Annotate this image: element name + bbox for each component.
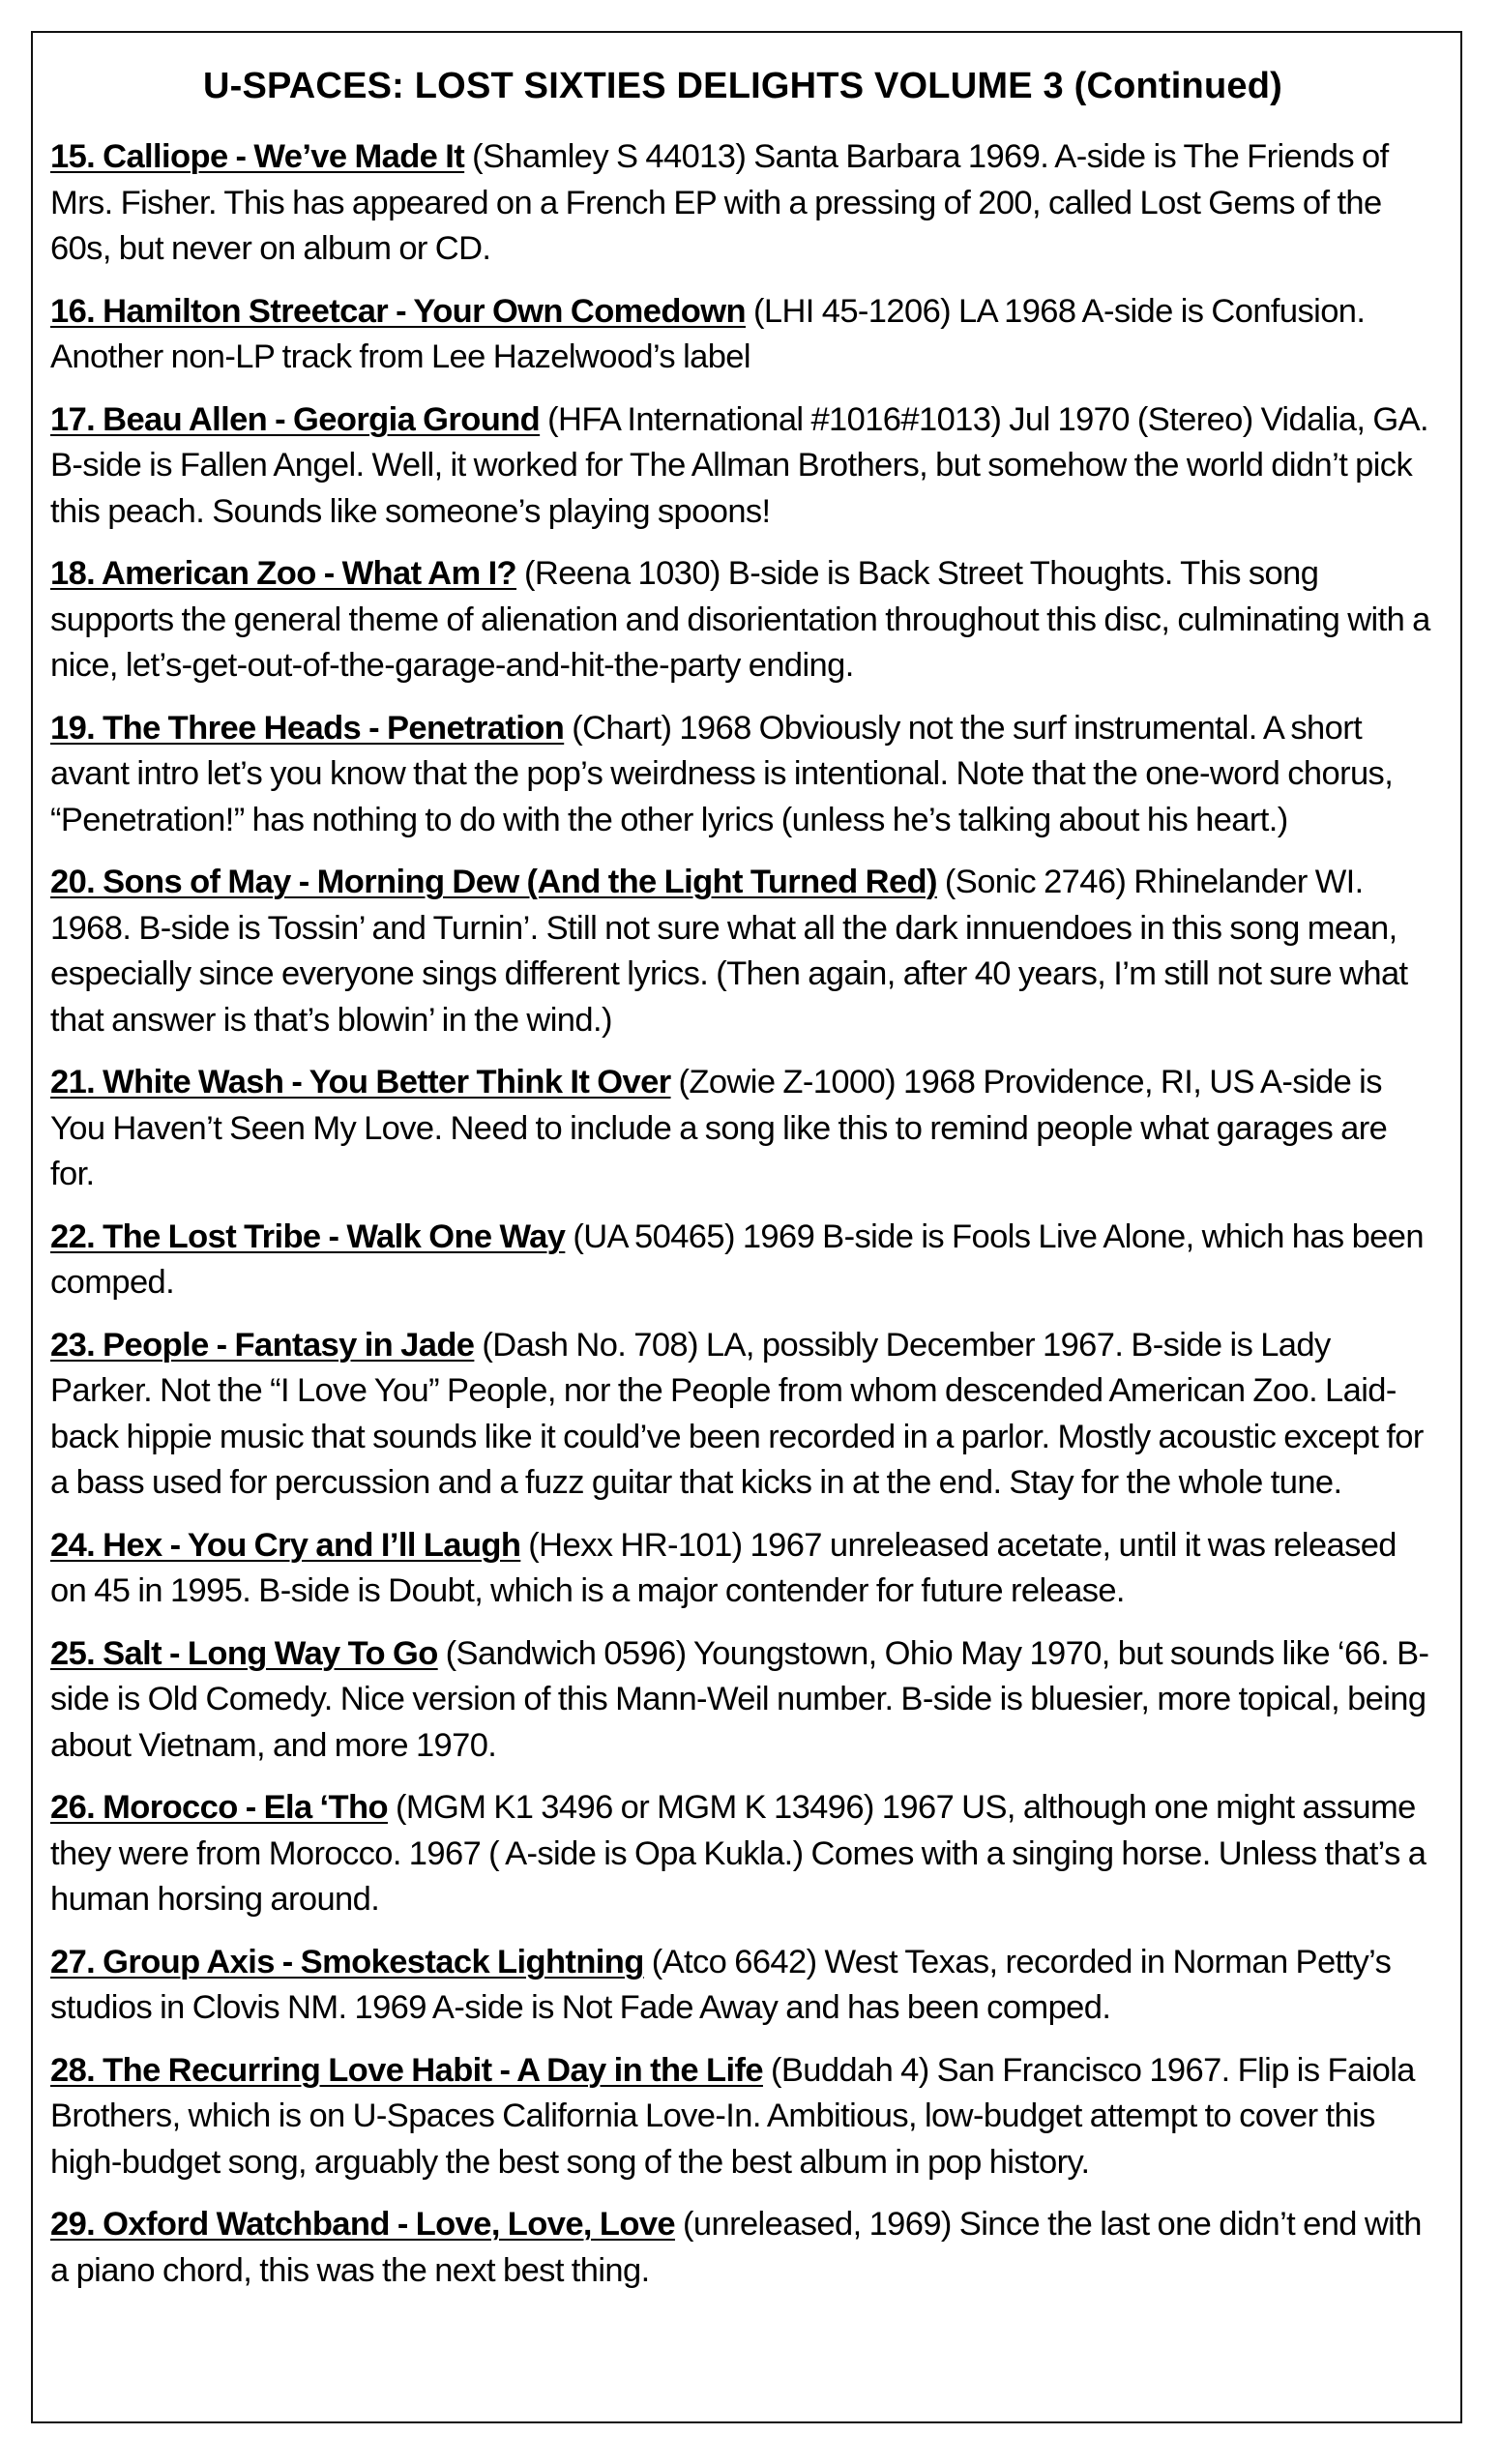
track-heading: 29. Oxford Watchband - Love, Love, Love	[50, 2206, 676, 2243]
track-heading: 16. Hamilton Streetcar - Your Own Comedown	[50, 292, 746, 330]
track-notes: (Hexx HR-101) 1967 unreleased acetate, until it was released on 45 in 1995. B-side is Doubt, which is a major contender for future release.	[50, 1526, 1397, 1609]
track-heading: 22. The Lost Tribe - Walk One Way	[50, 1217, 566, 1255]
page-title: U-SPACES: LOST SIXTIES DELIGHTS VOLUME 3 (Continued)	[203, 66, 1282, 106]
track-entry-17	[50, 397, 1435, 536]
track-entry-27	[50, 1940, 1435, 2032]
track-heading: 23. People - Fantasy in Jade	[50, 1326, 475, 1364]
track-notes: (Buddah 4) San Francisco 1967. Flip is Faiola Brothers, which is on U-Spaces California Love-In. Ambitious, low-budget attempt to cover this high-budget song, arguably the best song of the best album in pop history.	[50, 2051, 1415, 2181]
track-heading: 18. American Zoo - What Am I?	[50, 555, 517, 592]
track-notes: (Shamley S 44013) Santa Barbara 1969. A-side is The Friends of Mrs. Fisher. This has appeared on a French EP with a pressing of 200, called Lost Gems of the 60s, but never on album or CD.	[50, 138, 1389, 267]
track-notes: (Zowie Z-1000) 1968 Providence, RI, US A-side is You Haven’t Seen My Love. Need to include a song like this to remind people what garages are for.	[50, 1064, 1388, 1192]
track-notes: (Sandwich 0596) Youngstown, Ohio May 1970, but sounds like ‘66. B-side is Old Comedy. Nice version of this Mann-Weil number. B-side is bluesier, more topical, being about Vietnam, and more 1970.	[50, 1634, 1429, 1764]
track-entry-25	[50, 1631, 1435, 1770]
track-notes: (LHI 45-1206) LA 1968 A-side is Confusion. Another non-LP track from Lee Hazelwood’s label	[50, 292, 1366, 375]
track-heading: 17. Beau Allen - Georgia Ground	[50, 400, 541, 438]
track-heading: 25. Salt - Long Way To Go	[50, 1634, 438, 1672]
track-notes: (Dash No. 708) LA, possibly December 1967. B-side is Lady Parker. Not the “I Love You” People, nor the People from whom descended American Zoo. Laid-back hippie music that sounds like it could’ve been recorded in a parlor. Mostly acoustic except for a bass used for percussion and a fuzz guitar that kicks in at the end. Stay for the whole tune.	[50, 1326, 1424, 1501]
track-notes: (UA 50465) 1969 B-side is Fools Live Alone, which has been comped.	[50, 1217, 1424, 1301]
track-entry-19	[50, 706, 1435, 844]
track-notes: (HFA International #1016#1013) Jul 1970 (Stereo) Vidalia, GA. B-side is Fallen Angel. Well, it worked for The Allman Brothers, but somehow the world didn’t pick this peach. Sounds like someone’s playing spoons!	[50, 400, 1428, 530]
track-entry-28	[50, 2048, 1435, 2186]
track-notes: (Reena 1030) B-side is Back Street Thoughts. This song supports the general theme of alienation and disorientation throughout this disc, culminating with a nice, let’s-get-out-of-the-garage-and-hit-the-party ending.	[50, 555, 1430, 684]
track-entry-23	[50, 1323, 1435, 1507]
track-notes: (Chart) 1968 Obviously not the surf instrumental. A short avant intro let’s you know that the pop’s weirdness is intentional. Note that the one-word chorus, “Penetration!” has nothing to do with the other lyrics (unless he’s talking about his heart.)	[50, 709, 1394, 838]
track-heading: 20. Sons of May - Morning Dew (And the Light Turned Red)	[50, 864, 937, 900]
document-frame	[31, 31, 1462, 2423]
track-heading: 21. White Wash - You Better Think It Over	[50, 1064, 671, 1100]
track-entry-15	[50, 134, 1435, 273]
track-entry-18	[50, 551, 1435, 689]
track-heading: 26. Morocco - Ela ‘Tho	[50, 1789, 388, 1826]
track-entry-16	[50, 289, 1435, 381]
track-entry-26	[50, 1785, 1435, 1923]
track-heading: 19. The Three Heads - Penetration	[50, 709, 565, 747]
track-heading: 15. Calliope - We’ve Made It	[50, 138, 465, 175]
track-entry-20	[50, 860, 1435, 1043]
track-notes: (Atco 6642) West Texas, recorded in Norman Petty’s studios in Clovis NM. 1969 A-side is Not Fade Away and has been comped.	[50, 1943, 1392, 2026]
track-notes: (MGM K1 3496 or MGM K 13496) 1967 US, although one might assume they were from Morocco. 1967 ( A-side is Opa Kukla.) Comes with a singing horse. Unless that’s a human horsing around.	[50, 1789, 1426, 1918]
track-notes: (Sonic 2746) Rhinelander WI. 1968. B-side is Tossin’ and Turnin’. Still not sure what all the dark innuendoes in this song mean, especially since everyone sings different lyrics. (Then again, after 40 years, I’m still not sure what that answer is that’s blowin’ in the wind.)	[50, 864, 1408, 1039]
track-entry-29	[50, 2202, 1435, 2294]
track-entry-24	[50, 1523, 1435, 1615]
track-entry-21	[50, 1060, 1435, 1198]
track-heading: 24. Hex - You Cry and I’ll Laugh	[50, 1526, 521, 1564]
track-entry-22	[50, 1215, 1435, 1306]
track-heading: 28. The Recurring Love Habit - A Day in the Life	[50, 2051, 763, 2089]
track-heading: 27. Group Axis - Smokestack Lightning	[50, 1943, 644, 1980]
track-notes: (unreleased, 1969) Since the last one didn’t end with a piano chord, this was the next best thing.	[50, 2206, 1422, 2289]
